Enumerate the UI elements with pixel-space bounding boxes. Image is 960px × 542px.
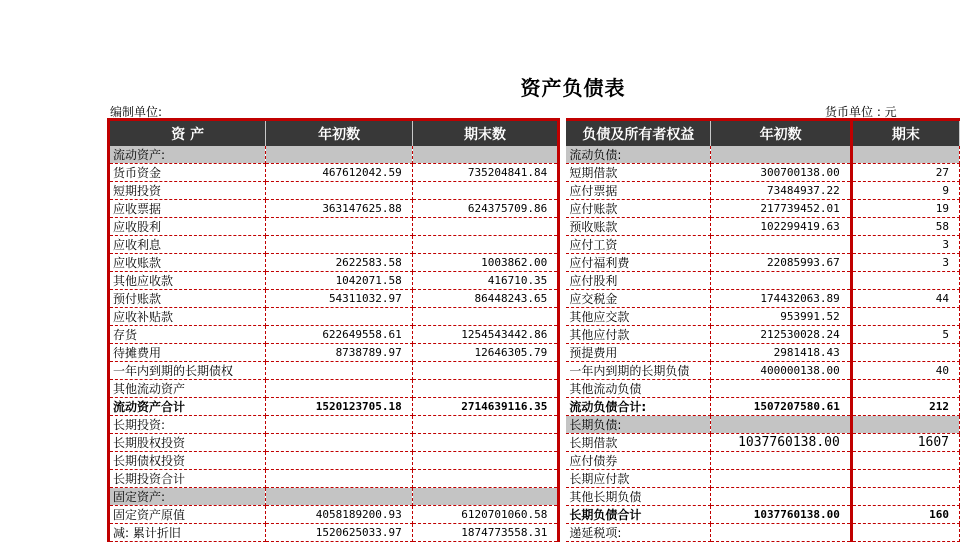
- asset-row: [109, 380, 559, 398]
- balance-sheet: [107, 118, 960, 542]
- liab-cell-end[interactable]: 27: [851, 164, 959, 182]
- asset-row: [109, 326, 559, 344]
- asset-cell-end[interactable]: 12646305.79: [412, 344, 559, 362]
- liab-cell-end[interactable]: 1607: [851, 434, 959, 452]
- liab-cell-end[interactable]: [851, 488, 959, 506]
- asset-row: [109, 200, 559, 218]
- asset-row: [109, 506, 559, 524]
- liab-row: [566, 416, 959, 434]
- asset-cell-label[interactable]: 其他流动资产: [109, 380, 266, 398]
- asset-row: [109, 362, 559, 380]
- liab-cell-begin[interactable]: 73484937.22: [711, 182, 851, 200]
- asset-row: [109, 272, 559, 290]
- liab-row: [566, 308, 959, 326]
- liab-cell-label[interactable]: 预提费用: [566, 344, 711, 362]
- liab-cell-label[interactable]: 其他长期负债: [566, 488, 711, 506]
- liab-cell-end[interactable]: 44: [851, 290, 959, 308]
- asset-cell-label[interactable]: 其他应收款: [109, 272, 266, 290]
- liab-row: [566, 290, 959, 308]
- asset-cell-label[interactable]: 长期投资合计: [109, 470, 266, 488]
- liab-cell-begin[interactable]: 1507207580.61: [711, 398, 851, 416]
- liab-cell-label[interactable]: 应付工资: [566, 236, 711, 254]
- asset-cell-end[interactable]: [412, 308, 559, 326]
- liab-header-begin[interactable]: 年初数: [711, 120, 851, 147]
- liab-cell-label[interactable]: 一年内到期的长期负债: [566, 362, 711, 380]
- asset-cell-begin[interactable]: [266, 182, 412, 200]
- liab-cell-label[interactable]: 流动负债:: [566, 146, 711, 164]
- liab-cell-end[interactable]: [851, 452, 959, 470]
- currency-info: 货币单位 : 元: [825, 105, 897, 119]
- asset-row: [109, 164, 559, 182]
- asset-row: [109, 524, 559, 542]
- liab-cell-label[interactable]: 流动负债合计:: [566, 398, 711, 416]
- liab-cell-begin[interactable]: [711, 416, 851, 434]
- liab-cell-begin[interactable]: 2981418.43: [711, 344, 851, 362]
- liab-cell-label[interactable]: 应付债券: [566, 452, 711, 470]
- liab-cell-end[interactable]: 160: [851, 506, 959, 524]
- liab-cell-label[interactable]: 长期应付款: [566, 470, 711, 488]
- asset-row: [109, 236, 559, 254]
- assets-table: [107, 118, 560, 542]
- liab-cell-label[interactable]: 应交税金: [566, 290, 711, 308]
- asset-cell-end[interactable]: 1003862.00: [412, 254, 559, 272]
- asset-cell-label[interactable]: 流动资产:: [109, 146, 266, 164]
- liab-cell-begin[interactable]: 400000138.00: [711, 362, 851, 380]
- asset-cell-label[interactable]: 固定资产原值: [109, 506, 266, 524]
- liab-cell-label[interactable]: 长期负债:: [566, 416, 711, 434]
- asset-cell-end[interactable]: [412, 218, 559, 236]
- asset-row: [109, 290, 559, 308]
- asset-row: [109, 434, 559, 452]
- liab-cell-end[interactable]: [851, 308, 959, 326]
- liab-cell-begin[interactable]: [711, 236, 851, 254]
- asset-cell-begin[interactable]: [266, 470, 412, 488]
- liab-row: [566, 524, 959, 542]
- liab-cell-label[interactable]: 长期借款: [566, 434, 711, 452]
- liab-cell-begin[interactable]: 300700138.00: [711, 164, 851, 182]
- liab-row: [566, 452, 959, 470]
- asset-cell-begin[interactable]: 4058189200.93: [266, 506, 412, 524]
- liab-cell-label[interactable]: 其他流动负债: [566, 380, 711, 398]
- liab-cell-label[interactable]: 应付福利费: [566, 254, 711, 272]
- asset-cell-end[interactable]: 2714639116.35: [412, 398, 559, 416]
- liab-row: [566, 326, 959, 344]
- liab-row: [566, 236, 959, 254]
- asset-cell-end[interactable]: [412, 362, 559, 380]
- liab-row: [566, 398, 959, 416]
- asset-row: [109, 452, 559, 470]
- asset-row: [109, 182, 559, 200]
- asset-cell-label[interactable]: 存货: [109, 326, 266, 344]
- asset-cell-end[interactable]: 624375709.86: [412, 200, 559, 218]
- liab-cell-begin[interactable]: [711, 146, 851, 164]
- asset-row: [109, 416, 559, 434]
- liab-row: [566, 434, 959, 452]
- asset-cell-begin[interactable]: 1520123705.18: [266, 398, 412, 416]
- liab-cell-end[interactable]: [851, 272, 959, 290]
- asset-row: [109, 308, 559, 326]
- liab-cell-end[interactable]: 19: [851, 200, 959, 218]
- asset-cell-begin[interactable]: [266, 218, 412, 236]
- asset-cell-label[interactable]: 货币资金: [109, 164, 266, 182]
- asset-cell-begin[interactable]: 1520625033.97: [266, 524, 412, 542]
- liab-cell-end[interactable]: 5: [851, 326, 959, 344]
- asset-cell-end[interactable]: [412, 416, 559, 434]
- asset-cell-begin[interactable]: 622649558.61: [266, 326, 412, 344]
- liab-cell-end[interactable]: [851, 146, 959, 164]
- asset-cell-begin[interactable]: 2622583.58: [266, 254, 412, 272]
- asset-cell-end[interactable]: [412, 488, 559, 506]
- asset-row: [109, 218, 559, 236]
- asset-row: [109, 146, 559, 164]
- asset-cell-end[interactable]: 735204841.84: [412, 164, 559, 182]
- liab-header-end[interactable]: 期末: [851, 120, 959, 147]
- liab-cell-label[interactable]: 短期借款: [566, 164, 711, 182]
- asset-cell-begin[interactable]: 54311032.97: [266, 290, 412, 308]
- asset-cell-label[interactable]: 长期债权投资: [109, 452, 266, 470]
- liab-cell-end[interactable]: 40: [851, 362, 959, 380]
- liab-row: [566, 380, 959, 398]
- asset-cell-end[interactable]: 1254543442.86: [412, 326, 559, 344]
- liab-cell-begin[interactable]: 212530028.24: [711, 326, 851, 344]
- asset-cell-begin[interactable]: 8738789.97: [266, 344, 412, 362]
- liab-cell-begin[interactable]: [711, 380, 851, 398]
- asset-cell-label[interactable]: 流动资产合计: [109, 398, 266, 416]
- liab-row: [566, 218, 959, 236]
- liab-cell-end[interactable]: [851, 470, 959, 488]
- assets-header-begin[interactable]: 年初数: [266, 120, 412, 147]
- asset-cell-label[interactable]: 长期投资:: [109, 416, 266, 434]
- report-title: 资产负债表: [520, 76, 626, 100]
- asset-cell-begin[interactable]: [266, 362, 412, 380]
- liabilities-body: [566, 146, 959, 542]
- liab-cell-end[interactable]: 9: [851, 182, 959, 200]
- liab-cell-end[interactable]: 212: [851, 398, 959, 416]
- liab-cell-begin[interactable]: 174432063.89: [711, 290, 851, 308]
- liab-cell-end[interactable]: 3: [851, 236, 959, 254]
- liab-cell-label[interactable]: 预收账款: [566, 218, 711, 236]
- liab-cell-begin[interactable]: 1037760138.00: [711, 506, 851, 524]
- asset-cell-label[interactable]: 短期投资: [109, 182, 266, 200]
- liab-row: [566, 344, 959, 362]
- liab-row: [566, 146, 959, 164]
- asset-row: [109, 488, 559, 506]
- liab-header-label[interactable]: 负债及所有者权益: [566, 120, 711, 147]
- liab-cell-end[interactable]: 58: [851, 218, 959, 236]
- liab-row: [566, 362, 959, 380]
- asset-cell-begin[interactable]: [266, 146, 412, 164]
- asset-cell-label[interactable]: 应收账款: [109, 254, 266, 272]
- asset-cell-label[interactable]: 预付账款: [109, 290, 266, 308]
- asset-cell-label[interactable]: 长期股权投资: [109, 434, 266, 452]
- asset-cell-label[interactable]: 减: 累计折旧: [109, 524, 266, 542]
- asset-cell-end[interactable]: [412, 182, 559, 200]
- asset-row: [109, 344, 559, 362]
- liab-cell-begin[interactable]: [711, 272, 851, 290]
- asset-cell-begin[interactable]: [266, 452, 412, 470]
- asset-cell-end[interactable]: 6120701060.58: [412, 506, 559, 524]
- liab-row: [566, 254, 959, 272]
- liab-cell-end[interactable]: [851, 416, 959, 434]
- asset-cell-begin[interactable]: [266, 308, 412, 326]
- asset-row: [109, 254, 559, 272]
- asset-cell-begin[interactable]: [266, 236, 412, 254]
- liab-cell-begin[interactable]: [711, 488, 851, 506]
- assets-header-end[interactable]: 期末数: [412, 120, 559, 147]
- liab-row: [566, 506, 959, 524]
- liab-cell-begin[interactable]: 102299419.63: [711, 218, 851, 236]
- asset-cell-label[interactable]: 应收利息: [109, 236, 266, 254]
- unit-label: 编制单位:: [110, 105, 163, 119]
- asset-cell-label[interactable]: 一年内到期的长期债权: [109, 362, 266, 380]
- liab-row: [566, 470, 959, 488]
- liab-cell-label[interactable]: 应付股利: [566, 272, 711, 290]
- liab-header-row: [566, 120, 959, 147]
- liab-row: [566, 182, 959, 200]
- liab-cell-begin[interactable]: 22085993.67: [711, 254, 851, 272]
- liab-cell-label[interactable]: 其他应交款: [566, 308, 711, 326]
- liab-cell-end[interactable]: [851, 380, 959, 398]
- liab-cell-end[interactable]: [851, 524, 959, 542]
- asset-cell-end[interactable]: [412, 380, 559, 398]
- asset-cell-end[interactable]: [412, 470, 559, 488]
- assets-header-label[interactable]: 资 产: [109, 120, 266, 147]
- liab-cell-begin[interactable]: 217739452.01: [711, 200, 851, 218]
- liab-cell-begin[interactable]: [711, 470, 851, 488]
- assets-body: [109, 146, 559, 542]
- liab-cell-begin[interactable]: [711, 452, 851, 470]
- liab-cell-begin[interactable]: [711, 524, 851, 542]
- liab-row: [566, 488, 959, 506]
- liabilities-table: [566, 118, 960, 542]
- liab-cell-label[interactable]: 长期负债合计: [566, 506, 711, 524]
- liab-row: [566, 200, 959, 218]
- liab-row: [566, 272, 959, 290]
- liab-cell-begin[interactable]: 1037760138.00: [711, 434, 851, 452]
- liab-cell-label[interactable]: 应付账款: [566, 200, 711, 218]
- asset-cell-begin[interactable]: [266, 434, 412, 452]
- liab-cell-end[interactable]: 3: [851, 254, 959, 272]
- asset-cell-end[interactable]: [412, 146, 559, 164]
- asset-cell-end[interactable]: 416710.35: [412, 272, 559, 290]
- asset-cell-begin[interactable]: [266, 416, 412, 434]
- assets-header-row: [109, 120, 559, 147]
- liab-cell-label[interactable]: 其他应付款: [566, 326, 711, 344]
- asset-cell-end[interactable]: 86448243.65: [412, 290, 559, 308]
- asset-cell-end[interactable]: 1874773558.31: [412, 524, 559, 542]
- asset-cell-label[interactable]: 应收票据: [109, 200, 266, 218]
- asset-cell-begin[interactable]: [266, 488, 412, 506]
- asset-cell-end[interactable]: [412, 452, 559, 470]
- liab-cell-label[interactable]: 应付票据: [566, 182, 711, 200]
- asset-row: [109, 470, 559, 488]
- asset-cell-end[interactable]: [412, 434, 559, 452]
- asset-cell-begin[interactable]: [266, 380, 412, 398]
- liab-cell-begin[interactable]: 953991.52: [711, 308, 851, 326]
- liab-cell-label[interactable]: 递延税项:: [566, 524, 711, 542]
- liab-cell-end[interactable]: [851, 344, 959, 362]
- asset-cell-begin[interactable]: 467612042.59: [266, 164, 412, 182]
- asset-cell-begin[interactable]: 363147625.88: [266, 200, 412, 218]
- asset-row: [109, 398, 559, 416]
- liab-row: [566, 164, 959, 182]
- asset-cell-end[interactable]: [412, 236, 559, 254]
- asset-cell-label[interactable]: 待摊费用: [109, 344, 266, 362]
- asset-cell-begin[interactable]: 1042071.58: [266, 272, 412, 290]
- asset-cell-label[interactable]: 固定资产:: [109, 488, 266, 506]
- asset-cell-label[interactable]: 应收补贴款: [109, 308, 266, 326]
- asset-cell-label[interactable]: 应收股利: [109, 218, 266, 236]
